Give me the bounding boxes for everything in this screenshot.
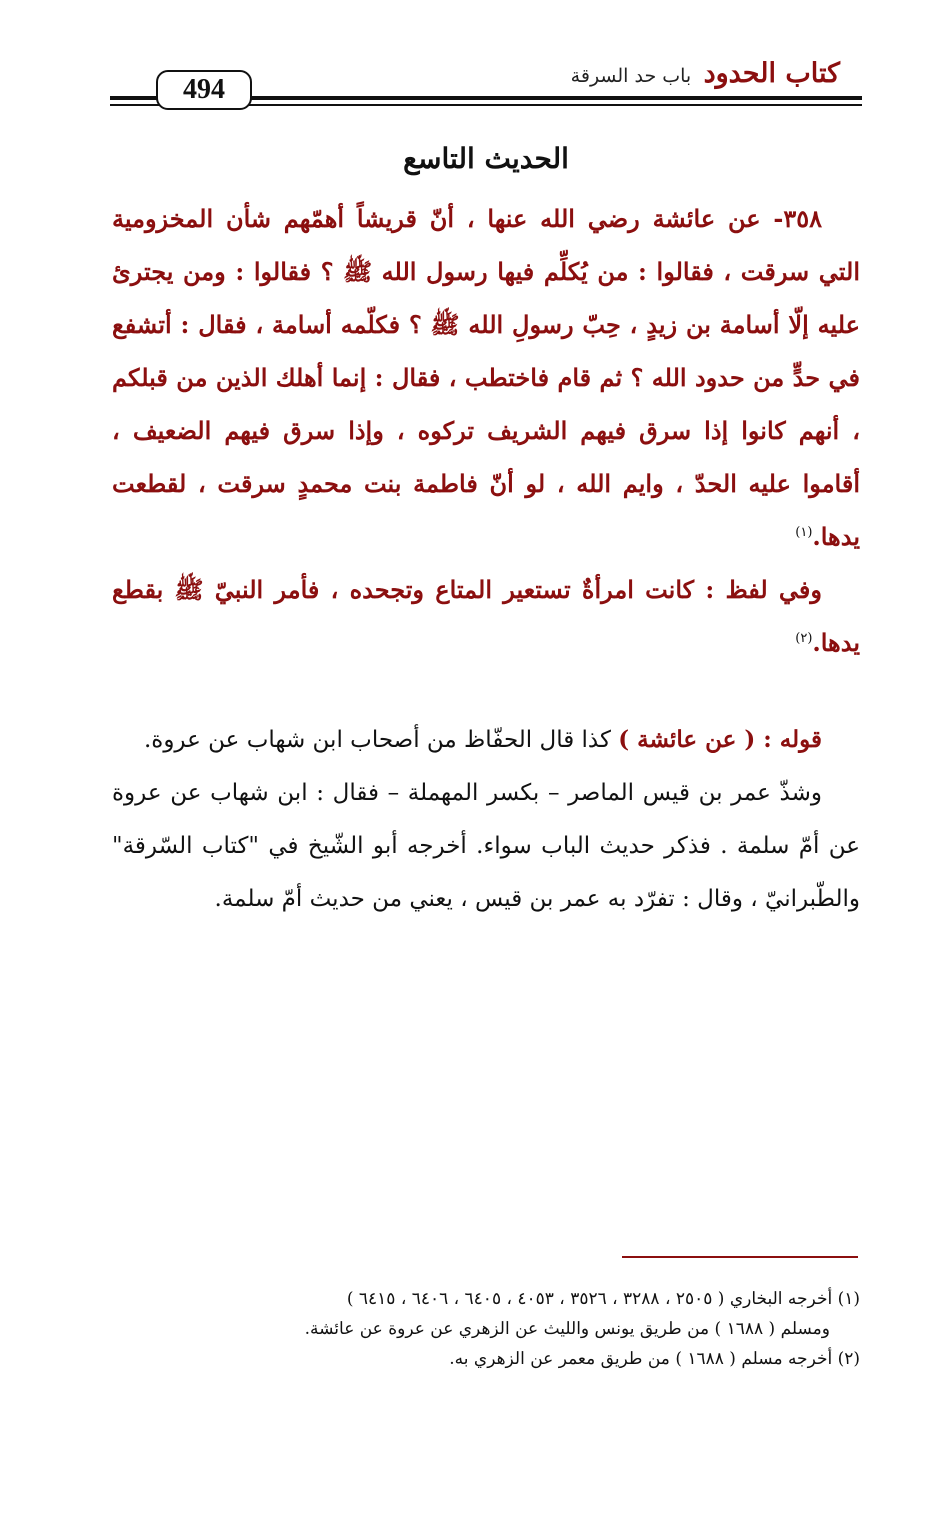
footnote-2: (٢) أخرجه مسلم ( ١٦٨٨ ) من طريق معمر عن الزهري به. <box>449 1349 860 1369</box>
commentary-text: وشذّ عمر بن قيس الماصر – بكسر المهملة – فقال : ابن شهاب عن عروة عن أمّ سلمة . فذكر حديث الباب سواء. أخرجه أبو الشّيخ في "كتاب السّرقة" والطّبرانيّ ، وقال : تفرّد به عمر بن قيس ، يعني من حديث أمّ سلمة. <box>112 780 860 912</box>
commentary-paragraph <box>112 713 860 767</box>
book-title: كتاب الحدود <box>703 58 840 89</box>
hadith-variant <box>112 563 860 669</box>
hadith-text <box>112 192 860 563</box>
spacer <box>112 669 860 713</box>
main-text <box>112 192 860 926</box>
hadith-variant-body: وفي لفظ : كانت امرأةٌ تستعير المتاع وتجحده ، فأمر النبيّ ﷺ بقطع يدها. <box>112 575 860 657</box>
commentary-paragraph <box>112 767 860 926</box>
footnote-ref-2[interactable]: (٢) <box>795 631 813 646</box>
commentary-lead: قوله : ( عن عائشة ) <box>618 726 822 753</box>
footnote-separator <box>622 1256 858 1258</box>
section-title: الحديث التاسع <box>403 142 569 175</box>
chapter-title: باب حد السرقة <box>570 65 692 87</box>
footnote-1-continued: ومسلم ( ١٦٨٨ ) من طريق يونس والليث عن الزهري عن عروة عن عائشة. <box>304 1319 830 1339</box>
footnote-1: (١) أخرجه البخاري ( ٢٥٠٥ ، ٣٢٨٨ ، ٣٥٢٦ ، ٤٠٥٣ ، ٦٤٠٥ ، ٦٤٠٦ ، ٦٤١٥ ) <box>346 1289 860 1309</box>
running-title <box>571 58 840 89</box>
page-number: 494 <box>156 70 252 110</box>
footnotes <box>112 1284 860 1374</box>
footnote-ref-1[interactable]: (١) <box>795 525 813 540</box>
hadith-body: ٣٥٨- عن عائشة رضي الله عنها ، أنّ قريشاً أهمّهم شأن المخزومية التي سرقت ، فقالوا : من يُكلِّم فيها رسول الله ﷺ ؟ فقالوا : ومن يجترئ عليه إلّا أسامة بن زيدٍ ، حِبّ رسولِ الله ﷺ ؟ فكلّمه أسامة ، فقال : أتشفع في حدٍّ من حدود الله ؟ ثم قام فاختطب ، فقال : إنما أهلك الذين من قبلكم ، أنهم كانوا إذا سرق فيهم الشريف تركوه ، وإذا سرق فيهم الضعيف ، أقاموا عليه الحدّ ، وايم الله ، لو أنّ فاطمة بنت محمدٍ سرقت ، لقطعت يدها. <box>112 204 860 551</box>
commentary-text: كذا قال الحفّاظ من أصحاب ابن شهاب عن عروة. <box>143 727 619 753</box>
running-header <box>110 50 862 120</box>
